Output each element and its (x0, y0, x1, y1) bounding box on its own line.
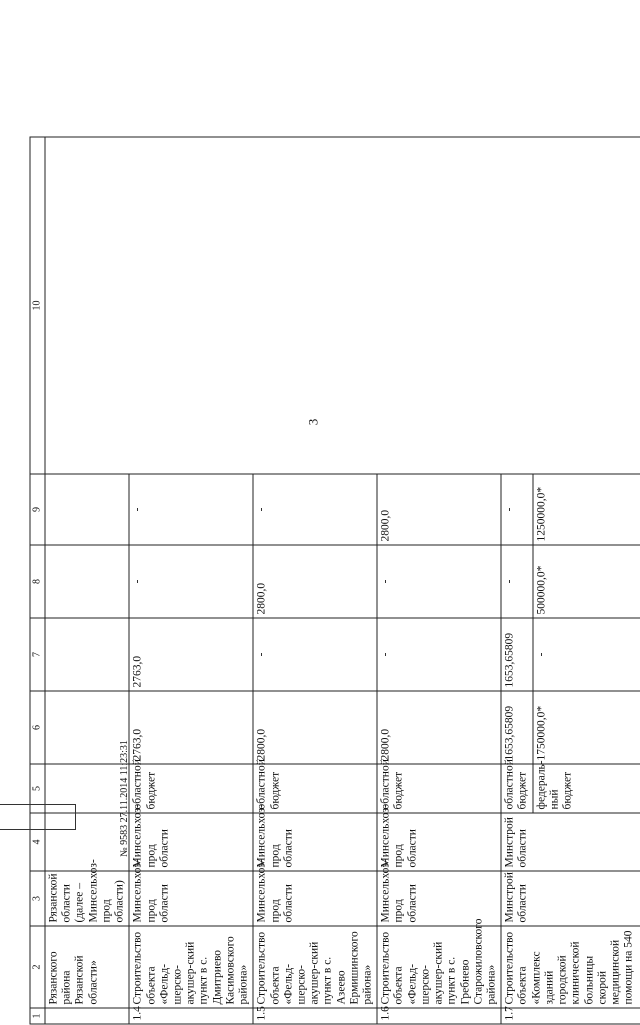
object-name: Строительство объекта «Фельд-шерско-акушер-ский пункт в с. Дмитриево Касимовского района» (129, 926, 253, 1008)
value-col9: - (253, 474, 377, 545)
value-col9: 1250000,0* (533, 474, 640, 545)
value-col8: 2800,0 (253, 545, 377, 618)
customer: Рязанской области (далее – Минсельхоз-прод области) (45, 871, 129, 926)
customer: Минсельхоз-прод области (253, 871, 377, 926)
funding-source: областной бюджет (253, 764, 377, 813)
value-col8 (45, 545, 129, 618)
value-col10 (45, 137, 640, 474)
value-col8: 500000,0* (533, 545, 640, 618)
table-row (45, 137, 129, 1024)
value-col6 (45, 691, 129, 764)
object-name: Строительство объекта «Фельд-шерско-акушер-ский пункт в с. Азеево Ермишинского района» (253, 926, 377, 1008)
customer: Минсельхоз-прод области (129, 871, 253, 926)
funding-source: областной бюджет (377, 764, 501, 813)
organization: Минстрой области (501, 813, 640, 871)
header-cell: 2 (30, 926, 45, 1008)
value-col8: - (377, 545, 501, 618)
customer: Минстрой области (501, 871, 640, 926)
row-number: 1.4 (129, 1008, 253, 1024)
value-col8: - (501, 545, 532, 618)
object-name: Строительство объекта «Фельд-шерско-акушер-ский пункт в с. Гребнево Старожиловского района» (377, 926, 501, 1008)
value-col7: 2763,0 (129, 618, 253, 691)
budget-table (30, 137, 640, 1025)
document-footer: № 9583 27.11.2014 11:23:31 (119, 740, 130, 857)
row-number (45, 1008, 129, 1024)
row-number: 1.5 (253, 1008, 377, 1024)
organization: Минсельхоз-прод области (253, 813, 377, 871)
value-col9 (45, 474, 129, 545)
rotated-table-sheet (30, 137, 595, 1025)
header-cell: 3 (30, 871, 45, 926)
barcode-stamp (0, 806, 74, 830)
header-row (30, 137, 45, 1024)
header-cell: 10 (30, 137, 45, 474)
header-cell: 5 (30, 764, 45, 813)
value-col7: - (533, 618, 640, 691)
value-col7: - (253, 618, 377, 691)
header-cell: 4 (30, 813, 45, 871)
value-col6: 1750000,0* (533, 691, 640, 764)
header-cell: 8 (30, 545, 45, 618)
object-name: Рязанского района Рязанской области» (45, 926, 129, 1008)
value-col6: 2800,0 (377, 691, 501, 764)
header-cell: 7 (30, 618, 45, 691)
value-col8: - (129, 545, 253, 618)
organization: Минсельхоз-прод области (377, 813, 501, 871)
value-col9: 2800,0 (377, 474, 501, 545)
value-col7: - (377, 618, 501, 691)
header-cell: 9 (30, 474, 45, 545)
page-number: 3 (305, 419, 321, 426)
funding-source: областной бюджет (129, 764, 253, 813)
row-number: 1.6 (377, 1008, 501, 1024)
header-cell: 6 (30, 691, 45, 764)
value-col7 (45, 618, 129, 691)
organization: Минсельхоз-прод области (129, 813, 253, 871)
header-cell: 1 (30, 1008, 45, 1024)
value-col9: - (501, 474, 532, 545)
customer: Минсельхоз-прод области (377, 871, 501, 926)
object-name: Строительство объекта «Комплекс зданий городской клинической больницы скорой медицинской помощи на 540 (501, 926, 640, 1008)
row-number: 1.7 (501, 1008, 640, 1024)
funding-source: федераль-ный бюджет (533, 764, 640, 813)
stamp-frame (0, 804, 76, 830)
value-col7: 1653,65809 (501, 618, 532, 691)
value-col6: 2800,0 (253, 691, 377, 764)
value-col6: 1653,65809 (501, 691, 532, 764)
funding-source: областной бюджет (501, 764, 532, 813)
value-col6: 2763,0 (129, 691, 253, 764)
value-col9: - (129, 474, 253, 545)
